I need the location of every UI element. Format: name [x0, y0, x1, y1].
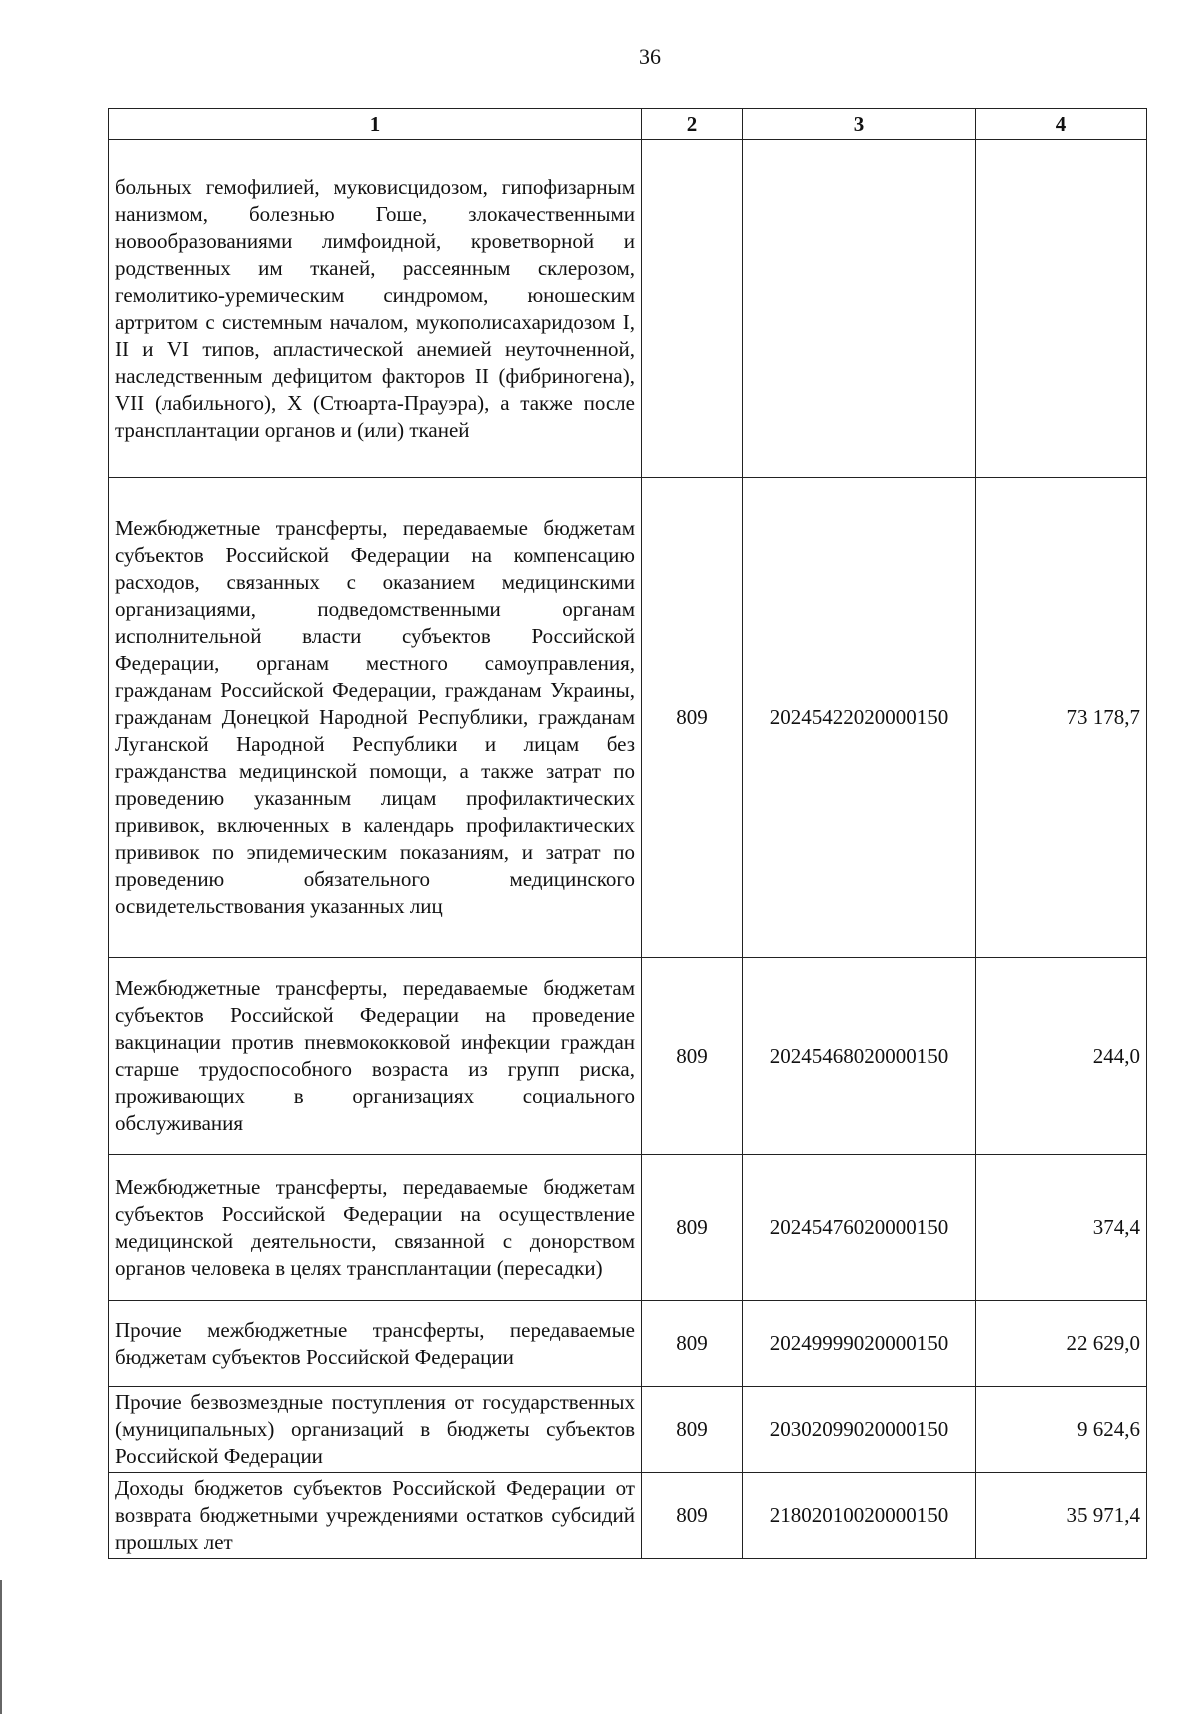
- column-header-4: 4: [976, 109, 1147, 140]
- table-row: [109, 1387, 1147, 1473]
- table-row: [109, 140, 1147, 478]
- row-description: Межбюджетные трансферты, передаваемые бюджетам субъектов Российской Федерации на осуществление медицинской деятельности, связанной с донорством органов человека в целях трансплантации (пересадки): [109, 1155, 642, 1301]
- row-income-code: 20245468020000150: [743, 958, 976, 1155]
- row-income-code: [743, 140, 976, 478]
- row-description: Межбюджетные трансферты, передаваемые бюджетам субъектов Российской Федерации на компенсацию расходов, связанных с оказанием медицинскими организациями, подведомственными органам исполнительной власти субъектов Российской Федерации, органам местного самоуправления, гражданам Российской Федерации, гражданам Украины, гражданам Донецкой Народной Республики, гражданам Луганской Народной Республики и лицам без гражданства медицинской помощи, а также затрат по проведению указанным лицам профилактических прививок, включенных в календарь профилактических прививок по эпидемическим показаниям, и затрат по проведению обязательного медицинского освидетельствования указанных лиц: [109, 478, 642, 958]
- row-admin-code: 809: [642, 1387, 743, 1473]
- row-income-code: 20245422020000150: [743, 478, 976, 958]
- row-description: Межбюджетные трансферты, передаваемые бюджетам субъектов Российской Федерации на проведение вакцинации против пневмококковой инфекции граждан старше трудоспособного возраста из групп риска, проживающих в организациях социального обслуживания: [109, 958, 642, 1155]
- column-header-3: 3: [743, 109, 976, 140]
- table-row: [109, 958, 1147, 1155]
- row-admin-code: 809: [642, 478, 743, 958]
- row-admin-code: 809: [642, 958, 743, 1155]
- row-amount: [976, 140, 1147, 478]
- row-income-code: 20249999020000150: [743, 1301, 976, 1387]
- row-income-code: 20245476020000150: [743, 1155, 976, 1301]
- row-admin-code: 809: [642, 1301, 743, 1387]
- row-amount: 9 624,6: [976, 1387, 1147, 1473]
- row-amount: 374,4: [976, 1155, 1147, 1301]
- table-row: [109, 1473, 1147, 1559]
- row-admin-code: 809: [642, 1155, 743, 1301]
- row-income-code: 20302099020000150: [743, 1387, 976, 1473]
- row-description: Прочие безвозмездные поступления от государственных (муниципальных) организаций в бюджеты субъектов Российской Федерации: [109, 1387, 642, 1473]
- row-amount: 73 178,7: [976, 478, 1147, 958]
- row-admin-code: [642, 140, 743, 478]
- row-amount: 35 971,4: [976, 1473, 1147, 1559]
- column-header-1: 1: [109, 109, 642, 140]
- row-description: больных гемофилией, муковисцидозом, гипофизарным нанизмом, болезнью Гоше, злокачественными новообразованиями лимфоидной, кроветворной и родственных им тканей, рассеянным склерозом, гемолитико-уремическим синдромом, юношеским артритом с системным началом, мукополисахаридозом I, II и VI типов, апластической анемией неуточненной, наследственным дефицитом факторов II (фибриногена), VII (лабильного), X (Стюарта-Прауэра), а также после трансплантации органов и (или) тканей: [109, 140, 642, 478]
- row-income-code: 21802010020000150: [743, 1473, 976, 1559]
- table-row: [109, 1301, 1147, 1387]
- budget-income-table: [108, 108, 1147, 1559]
- row-amount: 22 629,0: [976, 1301, 1147, 1387]
- column-header-2: 2: [642, 109, 743, 140]
- scan-edge-line: [0, 1580, 2, 1714]
- row-description: Доходы бюджетов субъектов Российской Федерации от возврата бюджетными учреждениями остатков субсидий прошлых лет: [109, 1473, 642, 1559]
- header-row: [109, 109, 1147, 140]
- page-number: 36: [639, 44, 661, 69]
- row-admin-code: 809: [642, 1473, 743, 1559]
- table-row: [109, 1155, 1147, 1301]
- row-description: Прочие межбюджетные трансферты, передаваемые бюджетам субъектов Российской Федерации: [109, 1301, 642, 1387]
- row-amount: 244,0: [976, 958, 1147, 1155]
- table-row: [109, 478, 1147, 958]
